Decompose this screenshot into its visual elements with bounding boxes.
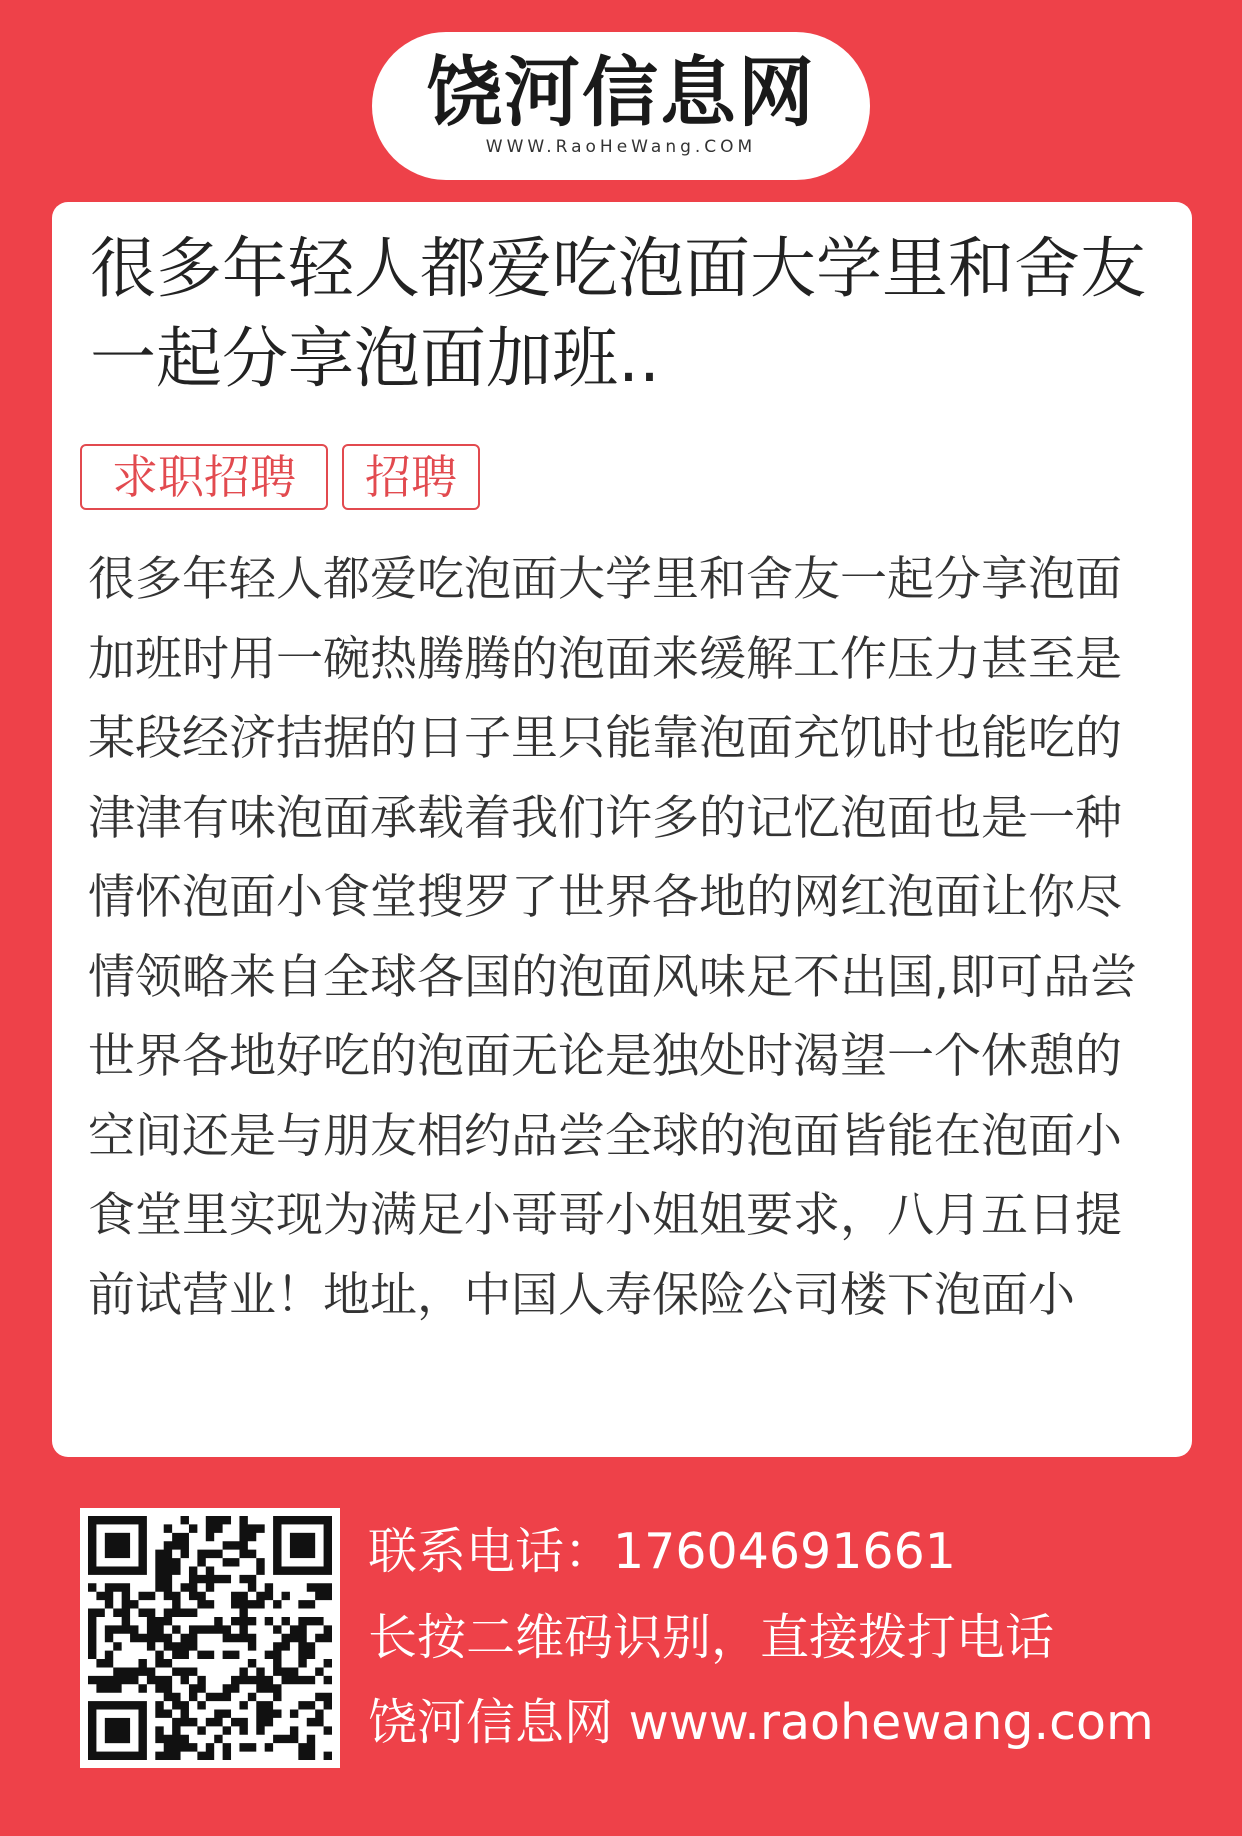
post-card: [52, 202, 1192, 1457]
tag-recruitment[interactable]: 招聘: [342, 444, 480, 510]
contact-hint: 长按二维码识别，直接拨打电话: [368, 1609, 1055, 1666]
site-logo[interactable]: [372, 32, 870, 180]
logo-title: 饶河信息网: [426, 48, 816, 137]
qr-finder-center-0: [105, 1533, 130, 1558]
qr-code-icon[interactable]: [80, 1508, 340, 1768]
qr-code-graphic: [80, 1508, 340, 1768]
tag-job-recruitment[interactable]: 求职招聘: [80, 444, 328, 510]
post-body: 很多年轻人都爱吃泡面大学里和舍友一起分享泡面加班时用一碗热腾腾的泡面来缓解工作压力甚至是某段经济拮据的日子里只能靠泡面充饥时也能吃的津津有味泡面承载着我们许多的记忆泡面也是一种情怀泡面小食堂搜罗了世界各地的网红泡面让你尽情领略来自全球各国的泡面风味足不出国,即可品尝世界各地好吃的泡面无论是独处时渴望一个休憩的空间还是与朋友相约品尝全球的泡面皆能在泡面小食堂里实现为满足小哥哥小姐姐要求，八月五日提前试营业！地址，中国人寿保险公司楼下泡面小: [88, 552, 1137, 1323]
contact-site[interactable]: 饶河信息网 www.raohewang.com: [368, 1694, 1154, 1751]
logo-url: WWW.RaoHeWang.COM: [485, 137, 757, 157]
qr-finder-center-1: [290, 1533, 315, 1558]
contact-phone[interactable]: 联系电话：17604691661: [368, 1523, 956, 1580]
post-title: 很多年轻人都爱吃泡面大学里和舍友一起分享泡面加班..: [90, 230, 1146, 397]
qr-finder-center-2: [105, 1718, 130, 1743]
